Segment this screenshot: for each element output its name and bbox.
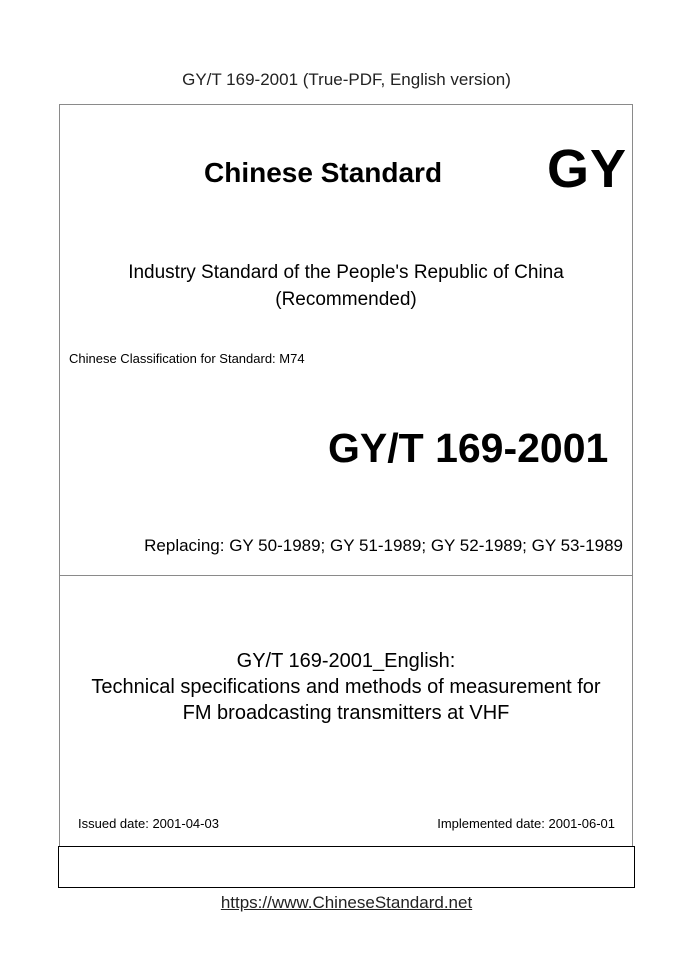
document-title [60,648,632,726]
implemented-date: Implemented date: 2001-06-01 [437,816,615,831]
site-link[interactable]: https://www.ChineseStandard.net [220,893,473,912]
industry-line-2: (Recommended) [275,289,417,310]
classification-label: Chinese Classification for Standard: M74 [69,351,305,366]
document-title-line-2: Technical specifications and methods of measurement for [91,676,601,698]
page-header-title: GY/T 169-2001 (True-PDF, English version) [182,70,511,89]
chinese-standard-heading: Chinese Standard [204,157,443,188]
document-title-line-3: FM broadcasting transmitters at VHF [182,702,510,724]
replacing-label: Replacing: GY 50-1989; GY 51-1989; GY 52-1989; GY 53-1989 [144,536,623,555]
standard-number: GY/T 169-2001 [328,425,609,471]
document-title-line-1: GY/T 169-2001_English: [236,650,456,672]
cover-footer-box [58,846,635,888]
industry-standard-caption [60,259,632,313]
issued-date: Issued date: 2001-04-03 [78,816,219,831]
industry-line-1: Industry Standard of the People's Republic of China [128,262,564,283]
site-link-container [0,893,693,913]
gy-mark: GY [547,139,628,199]
